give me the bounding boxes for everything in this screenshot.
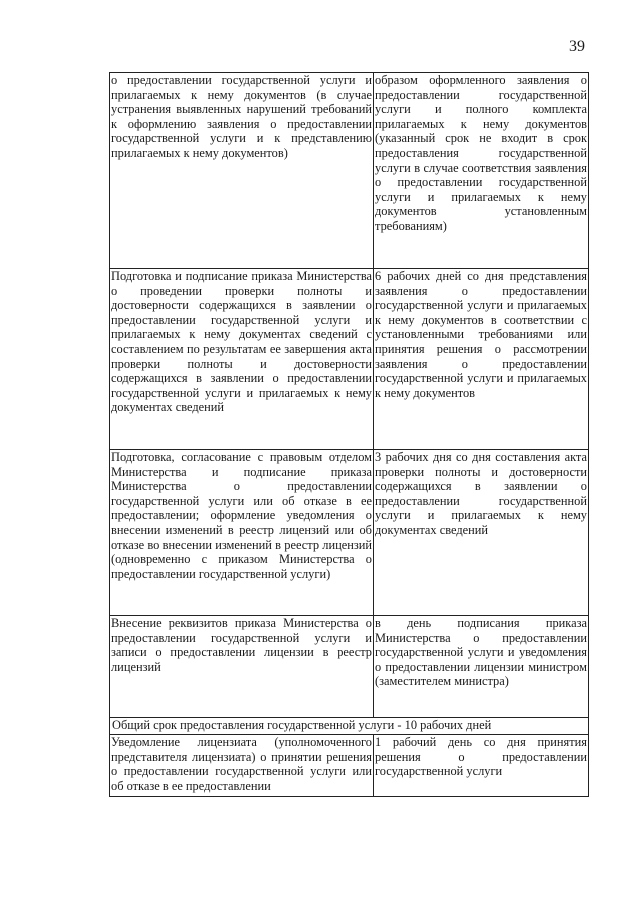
page-number: 39	[569, 38, 585, 55]
total-row	[110, 718, 589, 735]
term-cell: образом оформленного заявления о предоставлении государственной услуги и полного комплекта прилагаемых к нему документов (указанный срок не входит в срок предоставления государственной услуги в случае соответствия заявления о предоставлении государственной услуги и прилагаемых к нему документов установленным требованиям)	[374, 73, 589, 269]
table-row	[110, 450, 589, 616]
term-cell: 6 рабочих дней со дня представления заявления о предоставлении государственной услуги и прилагаемых к нему документов в соответствии с установленными требованиями или принятия решения о рассмотрении заявления о предоставлении государственной услуги и прилагаемых к нему документов	[374, 269, 589, 450]
term-cell: 1 рабочий день со дня принятия решения о предоставлении государственной услуги	[374, 735, 589, 797]
action-cell: Подготовка, согласование с правовым отделом Министерства и подписание приказа Министерства о предоставлении государственной услуги или об отказе в ее предоставлении; оформление уведомления о внесении изменений в реестр лицензий или об отказе во внесении изменений в реестр лицензий (одновременно с приказом Министерства о предоставлении государственной услуги)	[110, 450, 374, 616]
action-cell: о предоставлении государственной услуги и прилагаемых к нему документов (в случае устранения выявленных нарушений требований к оформлению заявления о предоставлении государственной услуги и к представлению прилагаемых к нему документов)	[110, 73, 374, 269]
table-row	[110, 735, 589, 797]
term-cell: 3 рабочих дня со дня составления акта проверки полноты и достоверности содержащихся в заявлении о предоставлении государственной услуги и прилагаемых к нему документах сведений	[374, 450, 589, 616]
action-cell: Подготовка и подписание приказа Министерства о проведении проверки полноты и достоверности содержащихся в заявлении о предоставлении государственной услуги и прилагаемых к нему документах сведений с составлением по результатам ее завершения акта проверки полноты и достоверности содержащихся в заявлении о предоставлении государственной услуги и прилагаемых к нему документах сведений	[110, 269, 374, 450]
table-row	[110, 73, 589, 269]
action-cell: Внесение реквизитов приказа Министерства о предоставлении государственной услуги и записи о предоставлении лицензии в реестр лицензий	[110, 616, 374, 718]
table-row	[110, 269, 589, 450]
procedure-table	[109, 72, 589, 797]
total-term-cell: Общий срок предоставления государственной услуги - 10 рабочих дней	[110, 718, 589, 735]
action-cell: Уведомление лицензиата (уполномоченного представителя лицензиата) о принятии решения о предоставлении государственной услуги или об отказе в ее предоставлении	[110, 735, 374, 797]
term-cell: в день подписания приказа Министерства о предоставлении государственной услуги и уведомления о предоставлении лицензии министром (заместителем министра)	[374, 616, 589, 718]
table-row	[110, 616, 589, 718]
